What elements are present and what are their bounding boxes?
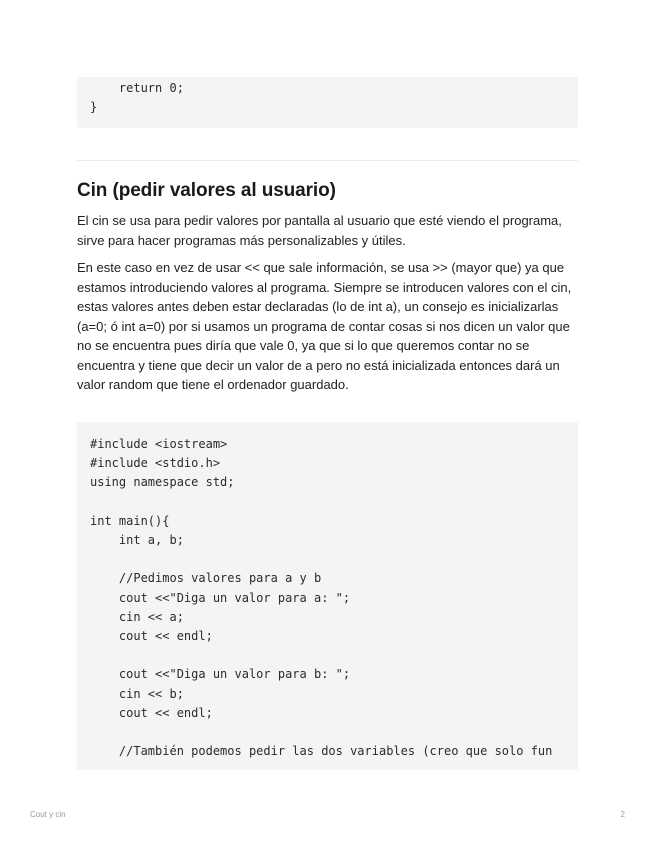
- paragraph-intro: El cin se usa para pedir valores por pantalla al usuario que esté viendo el programa, sirve para hacer programas más personalizables y útiles.: [77, 213, 562, 248]
- section-divider: [77, 160, 578, 161]
- section-heading: Cin (pedir valores al usuario): [77, 180, 336, 201]
- code-block-top: [77, 77, 578, 128]
- code-block-main: [77, 422, 578, 770]
- code-text-main: #include <iostream> #include <stdio.h> using namespace std; int main(){ int a, b; //Pedimos valores para a y b cout <<"Diga un valor para a: "; cin << a; cout << endl; cout <<"Diga un valor para b: "; cin << b; cout << endl; //También podemos pedir las dos variables (creo que solo fun: [90, 437, 553, 759]
- paragraph-explanation: En este caso en vez de usar << que sale información, se usa >> (mayor que) ya que estamos introduciendo valores al programa. Siempre se introducen valores con el cin, estas valores antes deben estar declaradas (lo de int a), un consejo es inicializarlas (a=0; ó int a=0) por si usamos un programa de contar cosas si nos dicen un valor que no se encuentra pues diría que vale 0, ya que si lo que queremos contar no se encuentra y tiene que decir un valor de a pero no está inicializada entonces dará un valor random que tiene el ordenador guardado.: [77, 260, 572, 392]
- footer-page-number: 2: [620, 810, 625, 819]
- code-text-top: return 0; }: [90, 81, 184, 114]
- footer-document-title: Cout y cin: [30, 810, 66, 819]
